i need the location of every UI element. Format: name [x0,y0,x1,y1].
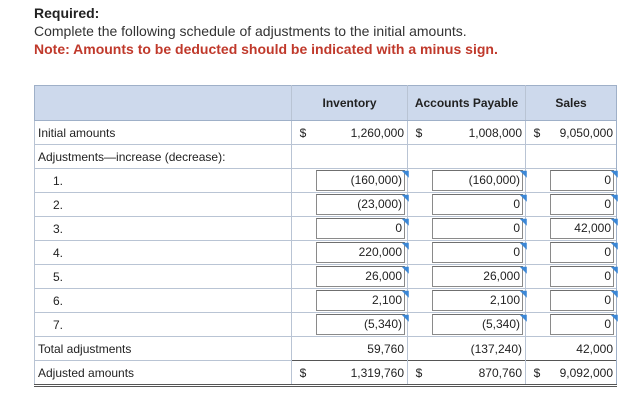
dollar-sign: $ [526,361,549,386]
initial-inventory-value: 1,260,000 [314,121,408,145]
row-label: 1. [35,169,292,193]
total-adjustments-row [35,337,617,361]
adj2-ap-input[interactable]: 0 [430,193,526,217]
total-ap-value: (137,240) [430,337,526,361]
total-inventory-value: 59,760 [314,337,408,361]
adj6-ap-input[interactable]: 2,100 [430,289,526,313]
initial-amounts-row [35,121,617,145]
adjusted-inventory-value: 1,319,760 [314,361,408,386]
adjustment-row-7 [35,313,617,337]
adj7-ap-input[interactable]: (5,340) [430,313,526,337]
adjusted-amounts-row [35,361,617,386]
adj6-sales-input[interactable]: 0 [548,289,617,313]
adj1-inventory-input[interactable]: (160,000) [314,169,408,193]
adj4-ap-input[interactable]: 0 [430,241,526,265]
header-sales: Sales [526,86,617,121]
adjustments-schedule-table [34,85,617,387]
dollar-sign: $ [533,125,541,140]
adjustment-row-6 [35,289,617,313]
row-label: 3. [35,217,292,241]
adj2-sales-input[interactable]: 0 [548,193,617,217]
adjusted-sales-value: 9,092,000 [548,361,617,386]
row-label: 6. [35,289,292,313]
adjusted-ap-value: 870,760 [430,361,526,386]
adjustment-row-4 [35,241,617,265]
row-label: 7. [35,313,292,337]
adj3-inventory-input[interactable]: 0 [314,217,408,241]
adjustment-row-1 [35,169,617,193]
row-label: Initial amounts [35,121,292,145]
adj5-ap-input[interactable]: 26,000 [430,265,526,289]
adjustments-header-row [35,145,617,169]
row-label: Total adjustments [35,337,292,361]
row-label: 2. [35,193,292,217]
adj3-sales-input[interactable]: 42,000 [548,217,617,241]
adj3-ap-input[interactable]: 0 [430,217,526,241]
header-accounts-payable: Accounts Payable [408,86,526,121]
adj7-inventory-input[interactable]: (5,340) [314,313,408,337]
adj5-sales-input[interactable]: 0 [548,265,617,289]
dollar-sign: $ [408,361,431,386]
note-text: Note: Amounts to be deducted should be indicated with a minus sign. [34,41,498,57]
adjustment-row-3 [35,217,617,241]
header-row [35,86,617,121]
adj1-sales-input[interactable]: 0 [548,169,617,193]
adjustment-row-5 [35,265,617,289]
row-label: 4. [35,241,292,265]
header-inventory: Inventory [292,86,408,121]
initial-sales-value: 9,050,000 [548,121,617,145]
dollar-sign: $ [299,125,307,140]
adj5-inventory-input[interactable]: 26,000 [314,265,408,289]
adj2-inventory-input[interactable]: (23,000) [314,193,408,217]
header-label-cell [35,86,292,121]
instruction-text: Complete the following schedule of adjustments to the initial amounts. [34,23,467,39]
row-label: Adjusted amounts [35,361,292,386]
dollar-sign: $ [292,361,315,386]
adj1-ap-input[interactable]: (160,000) [430,169,526,193]
adj6-inventory-input[interactable]: 2,100 [314,289,408,313]
adj4-inventory-input[interactable]: 220,000 [314,241,408,265]
required-heading: Required: [34,5,100,21]
dollar-sign: $ [415,125,423,140]
row-label: 5. [35,265,292,289]
adj4-sales-input[interactable]: 0 [548,241,617,265]
initial-ap-value: 1,008,000 [430,121,526,145]
adj7-sales-input[interactable]: 0 [548,313,617,337]
total-sales-value: 42,000 [548,337,617,361]
row-label: Adjustments—increase (decrease): [35,145,292,169]
adjustment-row-2 [35,193,617,217]
